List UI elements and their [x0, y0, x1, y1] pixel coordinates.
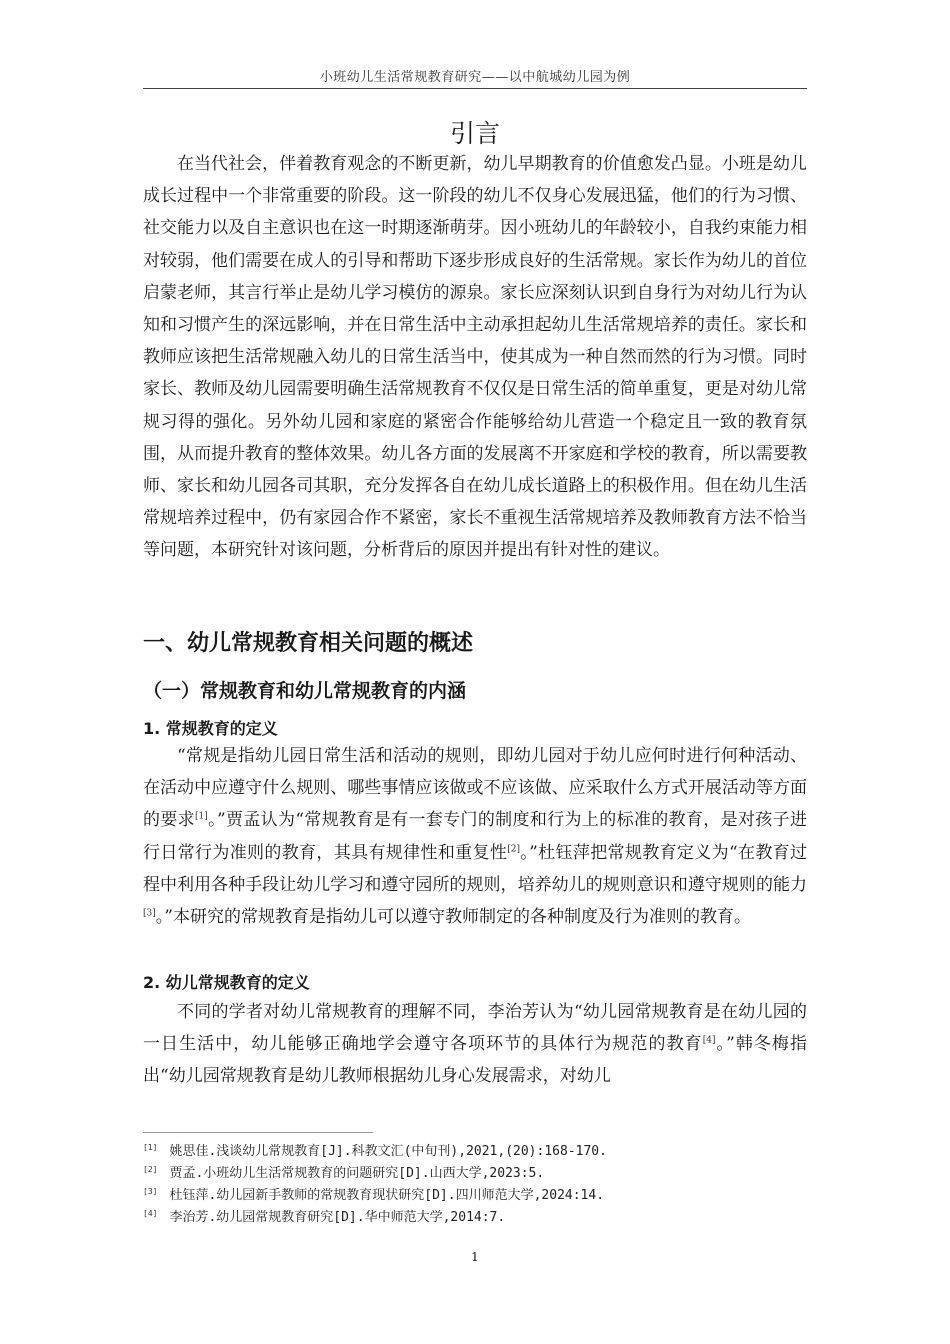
- footnote-mark: [2]: [143, 1164, 158, 1174]
- footnote-mark: [4]: [143, 1208, 158, 1218]
- running-header: 小班幼儿生活常规教育研究——以中航城幼儿园为例: [319, 70, 631, 85]
- footnote-rule: [143, 1132, 373, 1133]
- item-1-text-b: 。”贾孟认为“常规教育是有一套专门的制度和行为上的标准的教育，是对孩子进行日常行为准则的教育，其具有规律性和重复性: [143, 810, 807, 863]
- footnote-mark: [1]: [143, 1142, 158, 1152]
- item-2-text-b: 。”韩冬梅指出“幼儿园常规教育是幼儿教师根据幼儿身心发展需求，对幼儿: [143, 1034, 807, 1087]
- footnote-3: [143, 1186, 807, 1206]
- section-1-heading: 一、幼儿常规教育相关问题的概述: [143, 631, 474, 656]
- footnote-text: 贾孟.小班幼儿生活常规教育的问题研究[D].山西大学,2023:5.: [169, 1166, 545, 1181]
- page-number: 1: [471, 1250, 479, 1264]
- item-2-heading: 2. 幼儿常规教育的定义: [143, 973, 310, 992]
- footnote-text: 杜钰萍.幼儿园新手教师的常规教育现状研究[D].四川师范大学,2024:14.: [169, 1188, 605, 1203]
- page-title: 引言: [449, 119, 500, 148]
- citation-3[interactable]: [3]: [143, 908, 156, 919]
- footnote-1: [143, 1142, 807, 1162]
- item-1-paragraph: [143, 740, 807, 933]
- header-rule: [143, 88, 807, 89]
- footnote-text: 李治芳.幼儿园常规教育研究[D].华中师范大学,2014:7.: [169, 1210, 506, 1225]
- intro-paragraph: 在当代社会，伴着教育观念的不断更新，幼儿早期教育的价值愈发凸显。小班是幼儿成长过程中一个非常重要的阶段。这一阶段的幼儿不仅身心发展迅猛，他们的行为习惯、社交能力以及自主意识也在这一时期逐渐萌芽。因小班幼儿的年龄较小，自我约束能力相对较弱，他们需要在成人的引导和帮助下逐步形成良好的生活常规。家长作为幼儿的首位启蒙老师，其言行举止是幼儿学习模仿的源泉。家长应深刻认识到自身行为对幼儿行为认知和习惯产生的深远影响，并在日常生活中主动承担起幼儿生活常规培养的责任。家长和教师应该把生活常规融入幼儿的日常生活当中，使其成为一种自然而然的行为习惯。同时家长、教师及幼儿园需要明确生活常规教育不仅仅是日常生活的简单重复，更是对幼儿常规习得的强化。另外幼儿园和家庭的紧密合作能够给幼儿营造一个稳定且一致的教育氛围，从而提升教育的整体效果。幼儿各方面的发展离不开家庭和学校的教育，所以需要教师、家长和幼儿园各司其职，充分发挥各自在幼儿成长道路上的积极作用。但在幼儿生活常规培养过程中，仍有家园合作不紧密，家长不重视生活常规培养及教师教育方法不恰当等问题，本研究针对该问题，分析背后的原因并提出有针对性的建议。: [143, 154, 807, 561]
- item-1-text-c: 。”杜钰萍把常规教育定义为“在教育过程中利用各种手段让幼儿学习和遵守园所的规则，培养幼儿的规则意识和遵守规则的能力: [143, 842, 808, 895]
- footnote-2: [143, 1164, 807, 1184]
- item-2-paragraph: [143, 996, 807, 1093]
- item-1-heading: 1. 常规教育的定义: [143, 719, 278, 738]
- citation-1[interactable]: [1]: [195, 811, 208, 822]
- item-1-text-a: “常规是指幼儿园日常生活和活动的规则，即幼儿园对于幼儿应何时进行何种活动、在活动中应遵守什么规则、哪些事情应该做或不应该做、应采取什么方式开展活动等方面的要求: [143, 746, 807, 831]
- citation-2[interactable]: [2]: [507, 843, 520, 854]
- footnote-text: 姚思佳.浅谈幼儿常规教育[J].科教文汇(中旬刊),2021,(20):168-170.: [169, 1144, 607, 1159]
- item-2-text-a: 不同的学者对幼儿常规教育的理解不同，李治芳认为“幼儿园常规教育是在幼儿园的一日生活中，幼儿能够正确地学会遵守各项环节的具体行为规范的教育: [143, 1002, 807, 1055]
- footnote-4: [143, 1208, 807, 1228]
- citation-4[interactable]: [4]: [702, 1035, 716, 1046]
- item-1-text-d: 。”本研究的常规教育是指幼儿可以遵守教师制定的各种制度及行为准则的教育。: [155, 907, 751, 928]
- subsection-1-heading: （一）常规教育和幼儿常规教育的内涵: [143, 680, 467, 702]
- footnote-mark: [3]: [143, 1186, 158, 1196]
